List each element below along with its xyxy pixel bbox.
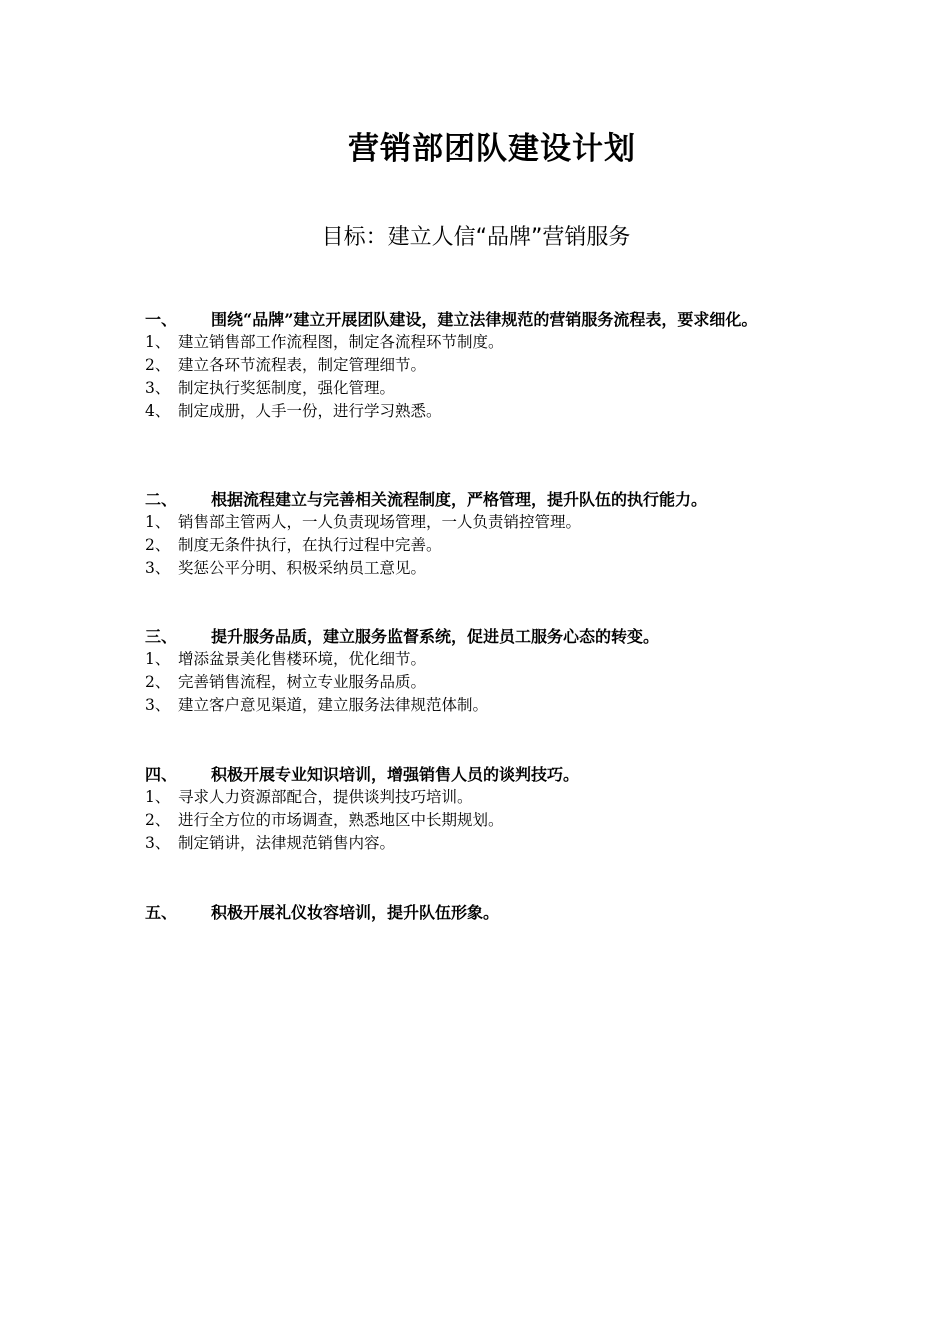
list-item — [145, 671, 825, 694]
list-item-number: 1、 — [145, 650, 171, 668]
list-item-number: 1、 — [145, 333, 171, 351]
list-item-text: 制度无条件执行，在执行过程中完善。 — [178, 536, 442, 554]
section-4 — [145, 763, 825, 855]
list-item-number: 3、 — [145, 559, 171, 577]
list-item-number: 3、 — [145, 379, 171, 397]
list-item — [145, 809, 825, 832]
list-item-number: 2、 — [145, 811, 171, 829]
section-heading-text: 积极开展礼仪妆容培训，提升队伍形象。 — [211, 903, 500, 922]
section-number: 一、 — [145, 310, 178, 329]
list-item — [145, 534, 825, 557]
section-heading — [145, 763, 825, 786]
list-item-number: 3、 — [145, 696, 171, 714]
list-item — [145, 648, 825, 671]
section-heading — [145, 901, 825, 924]
list-item — [145, 786, 825, 809]
list-item — [145, 511, 825, 534]
section-heading-text: 围绕“品牌”建立开展团队建设，建立法律规范的营销服务流程表，要求细化。 — [211, 310, 758, 329]
list-item-text: 建立客户意见渠道，建立服务法律规范体制。 — [178, 696, 489, 714]
list-item-text: 建立销售部工作流程图，制定各流程环节制度。 — [178, 333, 504, 351]
list-item-number: 1、 — [145, 788, 171, 806]
section-heading-text: 积极开展专业知识培训，增强销售人员的谈判技巧。 — [211, 765, 580, 784]
section-number: 四、 — [145, 765, 178, 784]
section-1 — [145, 308, 825, 423]
section-3 — [145, 625, 825, 717]
list-item-number: 2、 — [145, 536, 171, 554]
list-item-text: 建立各环节流程表，制定管理细节。 — [178, 356, 427, 374]
list-item-text: 奖惩公平分明、积极采纳员工意见。 — [178, 559, 427, 577]
list-item-text: 制定成册，人手一份，进行学习熟悉。 — [178, 402, 442, 420]
list-item — [145, 832, 825, 855]
list-item — [145, 354, 825, 377]
section-2 — [145, 488, 825, 580]
section-number: 二、 — [145, 490, 178, 509]
list-item — [145, 400, 825, 423]
section-number: 三、 — [145, 627, 178, 646]
list-item-text: 进行全方位的市场调查，熟悉地区中长期规划。 — [178, 811, 504, 829]
section-heading — [145, 625, 825, 648]
list-item — [145, 331, 825, 354]
list-item-text: 完善销售流程，树立专业服务品质。 — [178, 673, 427, 691]
list-item-text: 制定销讲，法律规范销售内容。 — [178, 834, 396, 852]
document-title: 营销部团队建设计划 — [348, 131, 636, 167]
document-subtitle: 目标：建立人信“品牌”营销服务 — [321, 225, 631, 250]
section-number: 五、 — [145, 903, 178, 922]
list-item — [145, 557, 825, 580]
section-heading-text: 提升服务品质，建立服务监督系统，促进员工服务心态的转变。 — [211, 627, 660, 646]
list-item — [145, 377, 825, 400]
section-heading-text: 根据流程建立与完善相关流程制度，严格管理，提升队伍的执行能力。 — [211, 490, 708, 509]
list-item-text: 增添盆景美化售楼环境，优化细节。 — [178, 650, 427, 668]
list-item-text: 制定执行奖惩制度，强化管理。 — [178, 379, 396, 397]
list-item-number: 2、 — [145, 673, 171, 691]
list-item-number: 2、 — [145, 356, 171, 374]
list-item-text: 寻求人力资源部配合，提供谈判技巧培训。 — [178, 788, 473, 806]
list-item-number: 1、 — [145, 513, 171, 531]
section-heading — [145, 308, 825, 331]
list-item — [145, 694, 825, 717]
list-item-number: 3、 — [145, 834, 171, 852]
list-item-text: 销售部主管两人，一人负责现场管理，一人负责销控管理。 — [178, 513, 582, 531]
section-heading — [145, 488, 825, 511]
section-5 — [145, 901, 825, 924]
list-item-number: 4、 — [145, 402, 171, 420]
